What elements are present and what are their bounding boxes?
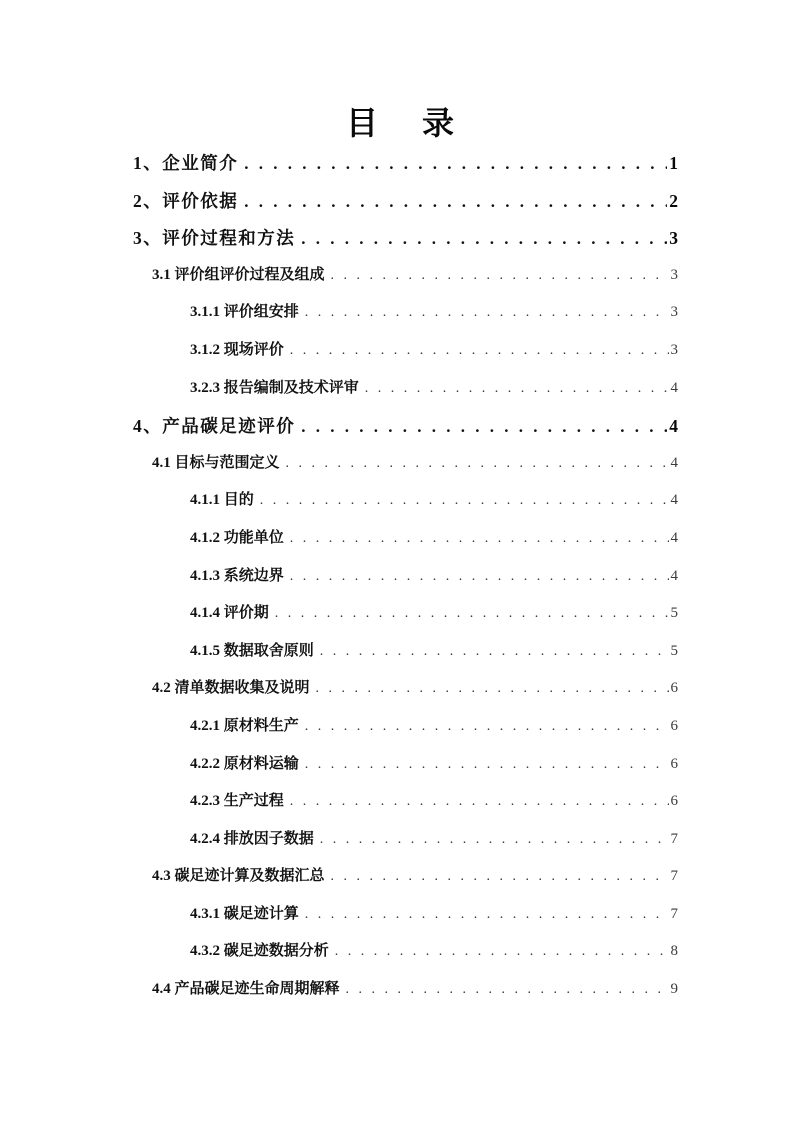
toc-entry-label: 4.1.4 评价期 [190, 605, 269, 622]
toc-entry-label: 4.1 目标与范围定义 [152, 454, 280, 471]
toc-entry-page: 9 [670, 981, 678, 998]
toc-entry [133, 864, 678, 902]
toc-entry-label: 3.1.2 现场评价 [190, 341, 284, 358]
toc-entry [133, 902, 678, 940]
dot-leader [290, 793, 669, 810]
toc-entry-label: 4.2.3 生产过程 [190, 793, 284, 810]
toc-entry-page: 7 [670, 868, 678, 885]
toc-entry-label: 4.2.1 原材料生产 [190, 717, 299, 734]
dot-leader [301, 228, 667, 249]
toc-entry [133, 714, 678, 752]
toc-entry [133, 150, 678, 188]
toc-entry [133, 789, 678, 827]
dot-leader [331, 868, 669, 885]
toc-entry [133, 338, 678, 376]
dot-leader [305, 906, 669, 923]
toc-entry [133, 263, 678, 301]
toc-entry-label: 4.1.5 数据取舍原则 [190, 642, 314, 659]
toc-entry-page: 5 [670, 642, 678, 659]
toc-entry-page: 1 [669, 153, 678, 173]
toc-entry-label: 3、评价过程和方法 [133, 228, 296, 249]
toc-entry-page: 4 [670, 454, 678, 471]
toc-entry-page: 6 [670, 755, 678, 772]
dot-leader [244, 153, 667, 174]
toc-entry [133, 827, 678, 865]
dot-leader [305, 304, 669, 321]
toc-entry-page: 4 [670, 379, 678, 396]
dot-leader [346, 981, 669, 998]
toc-entry-label: 3.1 评价组评价过程及组成 [152, 266, 325, 283]
toc-entry-label: 4.2.4 排放因子数据 [190, 830, 314, 847]
toc-entry [133, 376, 678, 414]
page-title: 目 录 [345, 105, 472, 141]
dot-leader [275, 605, 669, 622]
toc-entry [133, 225, 678, 263]
dot-leader [335, 943, 669, 960]
dot-leader [301, 416, 667, 437]
dot-leader [290, 568, 669, 585]
toc-entry-label: 4.3.1 碳足迹计算 [190, 905, 299, 922]
toc-entry-label: 4.1.1 目的 [190, 492, 254, 509]
toc-entry-label: 3.1.1 评价组安排 [190, 304, 299, 321]
toc-entry-label: 4.3.2 碳足迹数据分析 [190, 943, 329, 960]
toc-entry-page: 3 [670, 341, 678, 358]
toc-entry-page: 4 [670, 567, 678, 584]
toc-entry-label: 4.2 清单数据收集及说明 [152, 680, 310, 697]
dot-leader [316, 680, 669, 697]
toc-entry-label: 2、评价依据 [133, 190, 239, 211]
toc-entry-page: 6 [670, 793, 678, 810]
toc-entry-page: 6 [670, 680, 678, 697]
dot-leader [331, 267, 669, 284]
toc-entry-label: 4.4 产品碳足迹生命周期解释 [152, 981, 340, 998]
dot-leader [290, 530, 669, 547]
toc-entry-label: 4.1.3 系统边界 [190, 567, 284, 584]
dot-leader [365, 380, 669, 397]
toc-entry-label: 4.3 碳足迹计算及数据汇总 [152, 868, 325, 885]
toc-entry-label: 4.1.2 功能单位 [190, 529, 284, 546]
toc-entry-page: 7 [670, 830, 678, 847]
toc-entry-page: 4 [669, 416, 678, 437]
dot-leader [286, 455, 669, 472]
toc-entry [133, 676, 678, 714]
toc-entry-label: 1、企业简介 [133, 153, 239, 173]
toc-entry-label: 4、产品碳足迹评价 [133, 416, 296, 437]
toc-entry [133, 488, 678, 526]
toc-entry [133, 526, 678, 564]
toc-entry [133, 413, 678, 451]
toc-entry-label: 3.2.3 报告编制及技术评审 [190, 379, 359, 396]
toc-entry-page: 4 [670, 492, 678, 509]
toc-entry [133, 601, 678, 639]
dot-leader [320, 643, 669, 660]
toc-entry [133, 188, 678, 226]
toc-entry [133, 977, 678, 1015]
toc-entry-page: 5 [670, 605, 678, 622]
dot-leader [290, 342, 669, 359]
toc-entry [133, 939, 678, 977]
dot-leader [244, 191, 667, 212]
toc-entry-page: 6 [670, 717, 678, 734]
toc-entry-page: 8 [670, 943, 678, 960]
toc-entry [133, 300, 678, 338]
dot-leader [305, 756, 669, 773]
dot-leader [305, 718, 669, 735]
toc-entry-page: 3 [670, 266, 678, 283]
toc-entry-page: 3 [670, 304, 678, 321]
toc-entry [133, 564, 678, 602]
toc-entry-page: 2 [669, 190, 678, 211]
toc-entry [133, 752, 678, 790]
toc-entry-page: 4 [670, 529, 678, 546]
toc-entry-label: 4.2.2 原材料运输 [190, 755, 299, 772]
table-of-contents [133, 150, 678, 1015]
toc-entry [133, 639, 678, 677]
toc-entry-page: 3 [669, 228, 678, 249]
toc-entry [133, 451, 678, 489]
dot-leader [320, 831, 669, 848]
toc-entry-page: 7 [670, 905, 678, 922]
dot-leader [260, 492, 669, 509]
